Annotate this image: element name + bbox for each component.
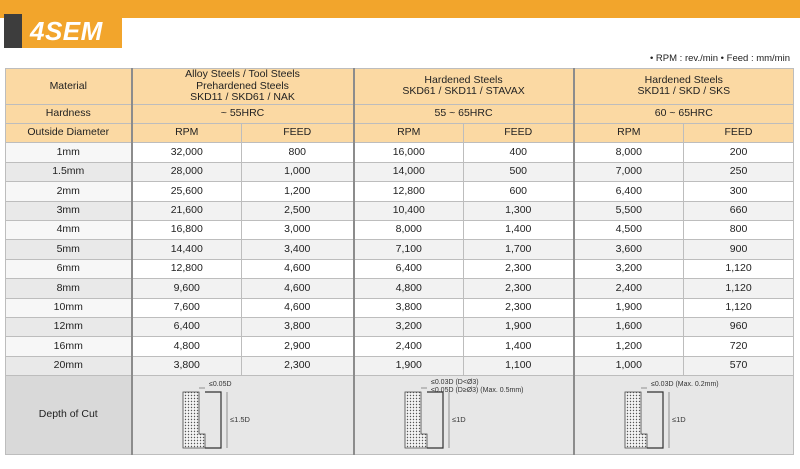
- diameter-cell: 6mm: [6, 259, 132, 278]
- diameter-cell: 3mm: [6, 201, 132, 220]
- rpm-cell: 8,000: [354, 220, 464, 239]
- depth-of-cut-diagram-cell: [574, 376, 794, 455]
- workpiece-shape: [625, 392, 647, 448]
- rpm-cell: 12,800: [354, 182, 464, 201]
- rpm-cell: 1,900: [354, 356, 464, 375]
- hardness-label: Hardness: [6, 104, 132, 123]
- radial-depth-note: ≤0.05D: [208, 381, 232, 389]
- table-row: [6, 298, 794, 317]
- material-group-1: [132, 69, 354, 105]
- depth-of-cut-diagram: [133, 376, 353, 454]
- cut-profile-drawing: [355, 376, 575, 454]
- feed-cell: 600: [464, 182, 574, 201]
- feed-cell: 400: [464, 143, 574, 162]
- rpm-cell: 1,600: [574, 317, 684, 336]
- feed-cell: 250: [684, 162, 794, 181]
- depth-of-cut-diagram-cell: [354, 376, 574, 455]
- rpm-cell: 25,600: [132, 182, 242, 201]
- rpm-cell: 7,000: [574, 162, 684, 181]
- feed-cell: 800: [684, 220, 794, 239]
- feed-cell: 3,800: [242, 317, 354, 336]
- rpm-cell: 7,600: [132, 298, 242, 317]
- column-header-row: [6, 124, 794, 143]
- rpm-header: RPM: [132, 124, 242, 143]
- rpm-cell: 3,200: [354, 317, 464, 336]
- feed-cell: 1,900: [464, 317, 574, 336]
- table-row: [6, 337, 794, 356]
- rpm-cell: 2,400: [354, 337, 464, 356]
- table-row: [6, 162, 794, 181]
- feed-cell: 200: [684, 143, 794, 162]
- table-row: [6, 279, 794, 298]
- feed-cell: 1,100: [464, 356, 574, 375]
- feed-cell: 2,900: [242, 337, 354, 356]
- header-accent: [4, 14, 22, 48]
- axial-depth-note: ≤1D: [451, 415, 466, 425]
- feed-cell: 900: [684, 240, 794, 259]
- table-row: [6, 143, 794, 162]
- cut-profile-drawing: [575, 376, 795, 454]
- depth-of-cut-diagram: [355, 376, 573, 454]
- feed-cell: 2,500: [242, 201, 354, 220]
- depth-of-cut-diagram: [575, 376, 794, 454]
- feed-cell: 2,300: [464, 279, 574, 298]
- feed-cell: 1,400: [464, 337, 574, 356]
- feed-cell: 1,000: [242, 162, 354, 181]
- workpiece-shape: [405, 392, 427, 448]
- feed-cell: 500: [464, 162, 574, 181]
- radial-depth-note: ≤0.03D (Max. 0.2mm): [650, 381, 719, 389]
- feed-cell: 2,300: [242, 356, 354, 375]
- diameter-cell: 4mm: [6, 220, 132, 239]
- feed-cell: 1,120: [684, 259, 794, 278]
- rpm-cell: 16,800: [132, 220, 242, 239]
- rpm-cell: 3,600: [574, 240, 684, 259]
- material-line: Prehardened Steels: [196, 79, 289, 92]
- feed-header: FEED: [684, 124, 794, 143]
- feed-cell: 660: [684, 201, 794, 220]
- rpm-cell: 14,400: [132, 240, 242, 259]
- feed-cell: 1,700: [464, 240, 574, 259]
- feed-cell: 3,000: [242, 220, 354, 239]
- material-line: SKD11 / SKD / SKS: [637, 85, 731, 98]
- depth-of-cut-label: Depth of Cut: [6, 376, 132, 455]
- rpm-cell: 4,500: [574, 220, 684, 239]
- feed-cell: 4,600: [242, 298, 354, 317]
- feed-header: FEED: [464, 124, 574, 143]
- rpm-cell: 1,200: [574, 337, 684, 356]
- diameter-cell: 16mm: [6, 337, 132, 356]
- feed-cell: 1,120: [684, 298, 794, 317]
- rpm-cell: 1,000: [574, 356, 684, 375]
- hardness-value: 60 ~ 65HRC: [574, 104, 794, 123]
- table-row: [6, 220, 794, 239]
- feed-cell: 720: [684, 337, 794, 356]
- diameter-cell: 10mm: [6, 298, 132, 317]
- rpm-cell: 5,500: [574, 201, 684, 220]
- page-header: [0, 0, 800, 52]
- rpm-cell: 32,000: [132, 143, 242, 162]
- diameter-cell: 1mm: [6, 143, 132, 162]
- diameter-cell: 1.5mm: [6, 162, 132, 181]
- feed-header: FEED: [242, 124, 354, 143]
- material-line: SKD61 / SKD11 / STAVAX: [402, 85, 525, 98]
- feed-cell: 2,300: [464, 298, 574, 317]
- feed-cell: 2,300: [464, 259, 574, 278]
- material-line: Hardened Steels: [424, 73, 503, 86]
- feed-cell: 3,400: [242, 240, 354, 259]
- cut-profile-drawing: [133, 376, 353, 454]
- rpm-header: RPM: [574, 124, 684, 143]
- workpiece-shape: [183, 392, 205, 448]
- depth-of-cut-row: [6, 376, 794, 455]
- rpm-cell: 10,400: [354, 201, 464, 220]
- diameter-cell: 5mm: [6, 240, 132, 259]
- rpm-cell: 4,800: [354, 279, 464, 298]
- feed-cell: 960: [684, 317, 794, 336]
- material-line: SKD11 / SKD61 / NAK: [190, 91, 295, 104]
- tool-outline: [205, 392, 221, 448]
- feed-cell: 300: [684, 182, 794, 201]
- rpm-cell: 16,000: [354, 143, 464, 162]
- radial-depth-note-2: ≤0.05D (D≥Ø3) (Max. 0.5mm): [430, 387, 523, 395]
- axial-depth-note: ≤1D: [671, 415, 686, 425]
- material-line: Alloy Steels / Tool Steels: [185, 68, 300, 80]
- table-row: [6, 201, 794, 220]
- rpm-cell: 21,600: [132, 201, 242, 220]
- feed-cell: 4,600: [242, 279, 354, 298]
- rpm-cell: 6,400: [574, 182, 684, 201]
- rpm-cell: 28,000: [132, 162, 242, 181]
- material-group-3: [574, 69, 794, 105]
- units-note: • RPM : rev./min • Feed : mm/min: [649, 53, 790, 64]
- rpm-cell: 8,000: [574, 143, 684, 162]
- material-row: [6, 69, 794, 105]
- rpm-cell: 7,100: [354, 240, 464, 259]
- table-row: [6, 317, 794, 336]
- radial-depth-note: ≤0.03D (D<Ø3): [430, 379, 479, 387]
- rpm-cell: 14,000: [354, 162, 464, 181]
- material-label: Material: [6, 69, 132, 105]
- rpm-cell: 2,400: [574, 279, 684, 298]
- rpm-cell: 9,600: [132, 279, 242, 298]
- feed-cell: 1,300: [464, 201, 574, 220]
- rpm-cell: 3,800: [354, 298, 464, 317]
- diameter-cell: 20mm: [6, 356, 132, 375]
- feed-cell: 1,120: [684, 279, 794, 298]
- rpm-cell: 4,800: [132, 337, 242, 356]
- depth-of-cut-diagram-cell: [132, 376, 354, 455]
- material-line: Hardened Steels: [644, 73, 723, 86]
- cutting-conditions-table: [5, 68, 794, 455]
- tool-outline: [427, 392, 443, 448]
- feed-cell: 1,400: [464, 220, 574, 239]
- diameter-cell: 12mm: [6, 317, 132, 336]
- diameter-label: Outside Diameter: [6, 124, 132, 143]
- hardness-value: ~ 55HRC: [132, 104, 354, 123]
- diameter-cell: 2mm: [6, 182, 132, 201]
- hardness-row: [6, 104, 794, 123]
- tool-outline: [647, 392, 663, 448]
- rpm-header: RPM: [354, 124, 464, 143]
- table-row: [6, 356, 794, 375]
- feed-cell: 570: [684, 356, 794, 375]
- rpm-cell: 1,900: [574, 298, 684, 317]
- rpm-cell: 3,200: [574, 259, 684, 278]
- table-row: [6, 182, 794, 201]
- hardness-value: 55 ~ 65HRC: [354, 104, 574, 123]
- rpm-cell: 6,400: [132, 317, 242, 336]
- rpm-cell: 6,400: [354, 259, 464, 278]
- table-row: [6, 259, 794, 278]
- feed-cell: 800: [242, 143, 354, 162]
- page-title: 4SEM: [30, 16, 103, 46]
- diameter-cell: 8mm: [6, 279, 132, 298]
- rpm-cell: 12,800: [132, 259, 242, 278]
- rpm-cell: 3,800: [132, 356, 242, 375]
- material-group-2: [354, 69, 574, 105]
- feed-cell: 4,600: [242, 259, 354, 278]
- axial-depth-note: ≤1.5D: [229, 415, 250, 425]
- table-row: [6, 240, 794, 259]
- feed-cell: 1,200: [242, 182, 354, 201]
